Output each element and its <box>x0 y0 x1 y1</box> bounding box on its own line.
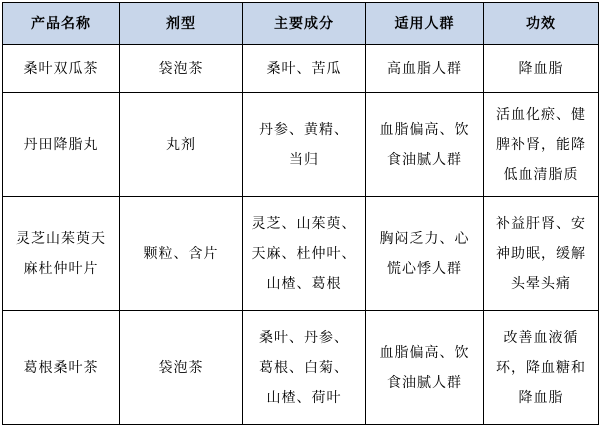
cell-main-ingredients <box>243 197 366 311</box>
cell-product-name <box>3 197 120 311</box>
cell-efficacy <box>484 45 599 93</box>
cell-dosage-form <box>120 197 243 311</box>
header-target-audience: 适用人群 <box>366 3 484 45</box>
table-row <box>3 45 599 93</box>
cell-main-ingredients <box>243 311 366 425</box>
cell-text: 改善血液循 环，降血糖和 降血脂 <box>496 329 586 406</box>
cell-text: 血脂偏高、饮 食油腻人群 <box>379 344 470 391</box>
cell-product-name <box>3 311 120 425</box>
cell-text: 胸闷乏力、心 慌心悸人群 <box>379 230 470 277</box>
cell-text: 活血化瘀、健 脾补肾，能降 低血清脂质 <box>496 106 586 183</box>
cell-text: 补益肝肾、安 神助眠，缓解 头晕头痛 <box>496 215 586 292</box>
cell-text: 降血脂 <box>518 60 564 77</box>
cell-dosage-form <box>120 93 243 197</box>
cell-main-ingredients <box>243 45 366 93</box>
header-dosage-form: 剂型 <box>120 3 243 45</box>
cell-efficacy <box>484 93 599 197</box>
cell-product-name <box>3 93 120 197</box>
cell-dosage-form <box>120 45 243 93</box>
cell-text: 灵芝、山茱萸、 天麻、杜仲叶、 山楂、葛根 <box>251 215 357 292</box>
cell-text: 灵芝山茱萸天 麻杜仲叶片 <box>16 230 106 277</box>
cell-text: 桑叶、苦瓜 <box>266 60 342 77</box>
cell-target-audience <box>366 197 484 311</box>
cell-text: 丸剂 <box>166 136 196 153</box>
cell-text: 桑叶双瓜茶 <box>23 60 99 77</box>
cell-text: 高血脂人群 <box>387 60 462 77</box>
table-header-row <box>3 3 599 45</box>
cell-target-audience <box>366 45 484 93</box>
header-efficacy: 功效 <box>484 3 599 45</box>
table-row <box>3 311 599 425</box>
cell-text: 颗粒、含片 <box>143 245 219 262</box>
cell-efficacy <box>484 311 599 425</box>
cell-text: 葛根桑叶茶 <box>23 359 99 376</box>
product-table <box>2 2 599 425</box>
cell-text: 血脂偏高、饮 食油腻人群 <box>379 121 470 168</box>
cell-dosage-form <box>120 311 243 425</box>
cell-target-audience <box>366 311 484 425</box>
header-product-name: 产品名称 <box>3 3 120 45</box>
table-row <box>3 197 599 311</box>
cell-product-name <box>3 45 120 93</box>
header-main-ingredients: 主要成分 <box>243 3 366 45</box>
cell-text: 桑叶、丹参、 葛根、白菊、 山楂、荷叶 <box>259 329 349 406</box>
cell-text: 袋泡茶 <box>158 359 204 376</box>
cell-efficacy <box>484 197 599 311</box>
cell-text: 丹参、黄精、 当归 <box>259 121 349 168</box>
cell-text: 袋泡茶 <box>158 60 204 77</box>
cell-target-audience <box>366 93 484 197</box>
table-row <box>3 93 599 197</box>
cell-main-ingredients <box>243 93 366 197</box>
cell-text: 丹田降脂丸 <box>23 136 99 153</box>
